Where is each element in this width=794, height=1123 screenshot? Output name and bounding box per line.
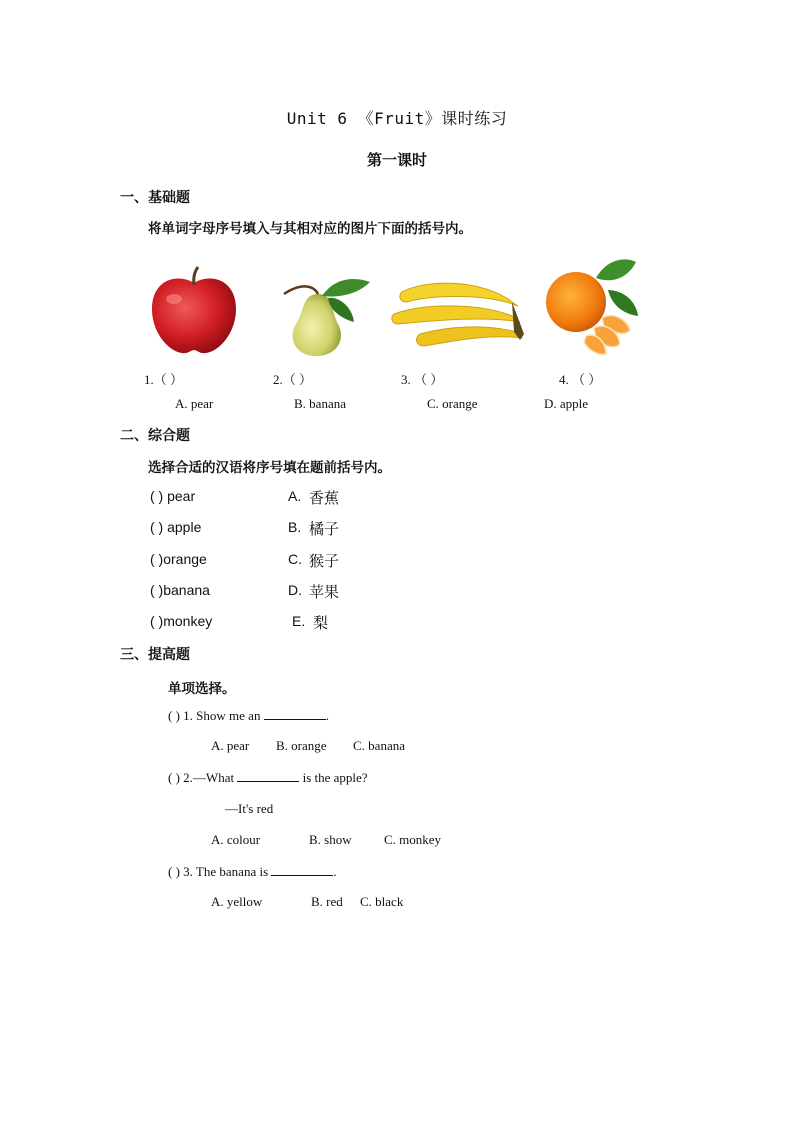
q1-option-b: B. orange xyxy=(276,738,327,753)
match-row-5-letter: E. xyxy=(292,613,306,629)
pear-icon xyxy=(278,272,374,358)
q3-option-c: C. black xyxy=(360,894,404,909)
picture-label-1: 1.（ ） xyxy=(144,372,184,387)
section-2-instruction: 选择合适的汉语将序号填在题前括号内。 xyxy=(148,460,391,476)
section-1-instruction: 将单词字母序号填入与其相对应的图片下面的括号内。 xyxy=(148,221,472,237)
banana-icon xyxy=(388,276,528,352)
page-subtitle: 第一课时 xyxy=(366,151,427,169)
q2-option-a: A. colour xyxy=(211,832,261,847)
option-a: A. pear xyxy=(175,396,214,411)
match-row-4-letter: D. xyxy=(288,582,302,598)
match-row-5-chinese: 梨 xyxy=(313,614,329,632)
match-row-2-letter: B. xyxy=(288,519,302,535)
section-2-heading: 二、综合题 xyxy=(120,428,190,444)
answer-blank[interactable] xyxy=(271,863,333,876)
q2-answer-line: —It's red xyxy=(225,801,274,816)
question-3: ( ) 3. The banana is . xyxy=(168,864,337,879)
apple-icon xyxy=(148,265,240,357)
answer-blank[interactable] xyxy=(264,707,326,720)
match-row-1-left: ( ) pear xyxy=(150,488,196,504)
question-1: ( ) 1. Show me an . xyxy=(168,708,329,723)
answer-paren: ( ) xyxy=(168,864,180,879)
option-b: B. banana xyxy=(294,396,346,411)
option-c: C. orange xyxy=(427,396,478,411)
picture-label-4: 4. （ ） xyxy=(559,372,602,387)
q3-option-b: B. red xyxy=(311,894,343,909)
q1-option-c: C. banana xyxy=(353,738,405,753)
question-stem: 1. Show me an xyxy=(183,708,261,723)
question-stem: 3. The banana is xyxy=(183,864,269,879)
section-3-instruction: 单项选择。 xyxy=(168,681,236,697)
q1-option-a: A. pear xyxy=(211,738,250,753)
orange-icon xyxy=(544,256,640,356)
q2-option-c: C. monkey xyxy=(384,832,442,847)
option-d: D. apple xyxy=(544,396,589,411)
match-row-3-letter: C. xyxy=(288,551,302,567)
answer-paren: ( ) xyxy=(168,708,180,723)
match-row-1-letter: A. xyxy=(288,488,302,504)
answer-blank[interactable] xyxy=(237,769,299,782)
section-3-heading: 三、提高题 xyxy=(120,647,190,663)
match-row-1-chinese: 香蕉 xyxy=(309,489,340,507)
match-row-4-left: ( )banana xyxy=(150,582,210,598)
match-row-4-chinese: 苹果 xyxy=(309,583,340,601)
picture-label-2: 2.（ ） xyxy=(273,372,313,387)
page-title: Unit 6 《Fruit》课时练习 xyxy=(286,109,508,128)
match-row-5-left: ( )monkey xyxy=(150,613,213,629)
match-row-3-left: ( )orange xyxy=(150,551,207,567)
q2-option-b: B. show xyxy=(309,832,352,847)
section-1-heading: 一、基础题 xyxy=(120,190,190,206)
answer-paren: ( ) xyxy=(168,770,180,785)
question-2: ( ) 2.—What is the apple? xyxy=(168,770,368,785)
picture-label-3: 3. （ ） xyxy=(401,372,444,387)
match-row-2-chinese: 橘子 xyxy=(309,520,340,538)
q3-option-a: A. yellow xyxy=(211,894,263,909)
match-row-2-left: ( ) apple xyxy=(150,519,202,535)
question-stem: 2.—What xyxy=(183,770,235,785)
match-row-3-chinese: 猴子 xyxy=(309,552,340,570)
